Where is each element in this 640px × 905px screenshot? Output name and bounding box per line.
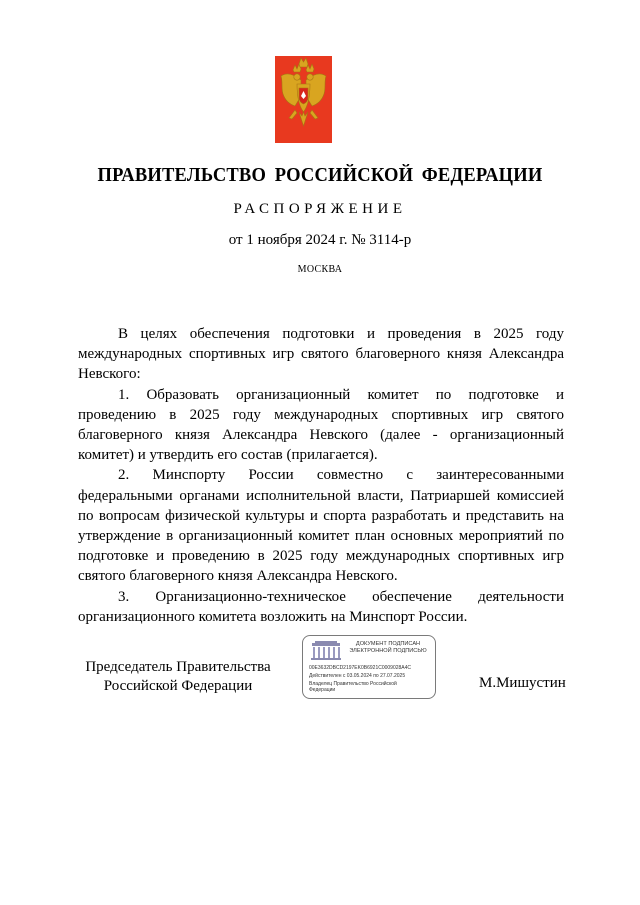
russian-coat-of-arms-icon — [275, 56, 332, 143]
paragraph-item-3: 3. Организационно-техническое обеспечение деятельности организационного комитета возложить на Минспорт России. — [78, 588, 564, 625]
document-type: РАСПОРЯЖЕНИЕ — [233, 201, 407, 217]
emblem — [275, 56, 332, 143]
government-title: ПРАВИТЕЛЬСТВО РОССИЙСКОЙ ФЕДЕРАЦИИ — [97, 165, 543, 186]
stamp-heading — [343, 641, 433, 655]
paragraph-item-2: 2. Минспорту России совместно с заинтересованными федеральными органами исполнительной власти, Патриаршей комиссией по вопросам физической культуры и спорта разработать и представить на утверждение в организационный комитет план основных мероприятий по подготовке и проведению в 2025 году международных спортивных игр святого благоверного князя Александра Невского. — [78, 467, 564, 585]
stamp-heading-line-1: ДОКУМЕНТ ПОДПИСАН — [355, 641, 421, 647]
signatory-position-line-2: Российской Федерации — [103, 678, 253, 694]
electronic-signature-stamp — [302, 635, 436, 699]
paragraph-item-1: 1. Образовать организационный комитет по подготовке и проведению в 2025 году международных спортивных игр святого благоверного князя Александра Невского (далее - организационный комитет) и утвердить его состав (прилагается). — [78, 386, 564, 464]
stamp-validity: Действителен с 03.05.2024 по 27.07.2025 — [309, 673, 406, 679]
stamp-certificate: 00E3632DBCD2197EK0B6921C0009028A4C — [309, 665, 412, 671]
signatory-position-line-1: Председатель Правительства — [85, 659, 271, 675]
paragraph-intro: В целях обеспечения подготовки и проведения в 2025 году международных спортивных игр святого благоверного князя Александра Невского: — [78, 326, 564, 383]
stamp-owner-line-2: Федерации — [309, 687, 336, 693]
stamp-owner-line-1: Владелец Правительство Российской — [309, 681, 397, 687]
document-date-number: от 1 ноября 2024 г. № 3114-р — [228, 232, 412, 248]
document-body — [78, 324, 564, 627]
signatory-name: М.Мишустин — [479, 675, 566, 691]
signatory-position — [78, 658, 278, 696]
stamp-heading-line-2: ЭЛЕКТРОННОЙ ПОДПИСЬЮ — [349, 648, 427, 654]
document-city: МОСКВА — [297, 264, 343, 275]
government-building-icon — [309, 641, 343, 661]
